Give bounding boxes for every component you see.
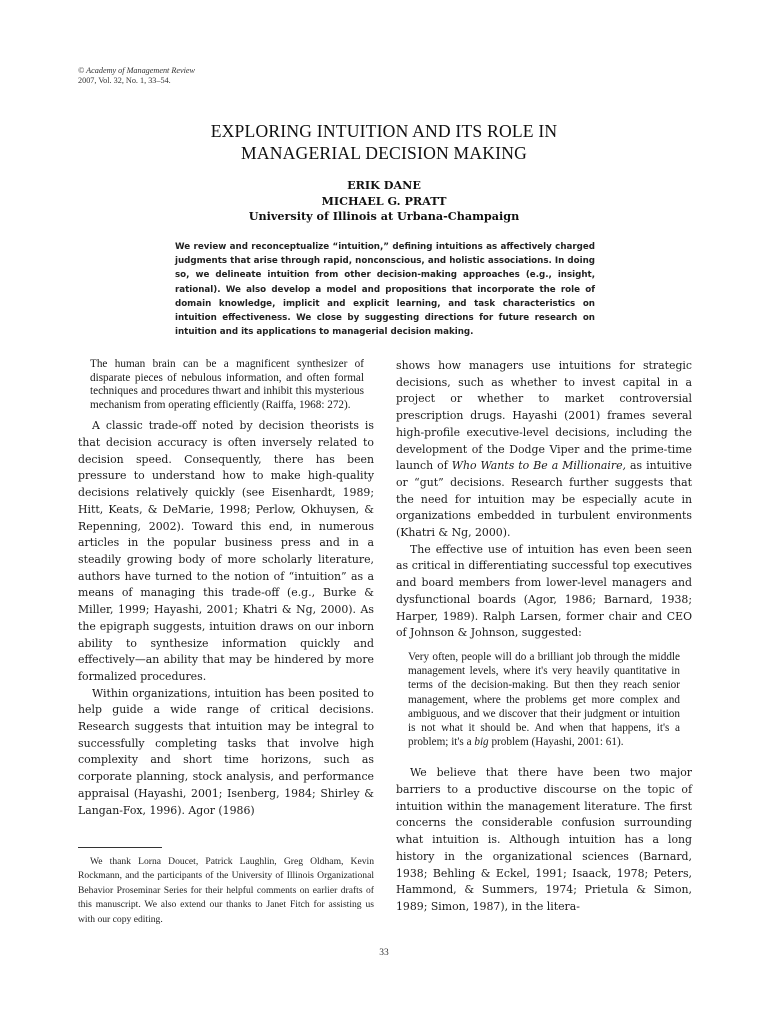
body-paragraph: We believe that there have been two major barriers to a productive discourse on the topic of intuition within the management literature. The first concerns the considerable confusion surrounding what intuition is. Although intuition has a long history in the organizational sciences (Barnard, 1938; Behling & Eckel, 1991; Isaack, 1978; Peters, Hammond, & Summers, 1974; Prietula & Simon, 1989; Simon, 1987), in the litera- bbox=[396, 766, 692, 913]
journal-name: © Academy of Management Review bbox=[78, 66, 196, 75]
paper-title bbox=[0, 120, 768, 164]
author-name: ERIK DANE bbox=[347, 178, 421, 192]
italic-word: big bbox=[474, 736, 489, 749]
text-run: Very often, people will do a brilliant job through the middle management levels, where it's very heavily quantitative in terms of the decision-making. But then they reach senior management, where the problems get more complex and ambiguous, and we discover that their judgment or intuition is not what it should be. And when that happens, it's a problem; it's a bbox=[408, 650, 680, 749]
author-name: MICHAEL G. PRATT bbox=[321, 193, 447, 208]
text-run: shows how managers use intuitions for strategic decisions, such as whether to invest capital in a project or whether to market controversial prescription drugs. Hayashi (2001) frames several high-profile executive-level decisions, including the development of the Dodge Viper and the prime-time launch of bbox=[396, 359, 692, 473]
epigraph: The human brain can be a magnificent synthesizer of disparate pieces of nebulous information, and often formal techniques and procedures thwart and inhibit this mysterious mechanism from operating efficiently (Raiffa, 1968: 272). bbox=[90, 358, 364, 411]
author-block bbox=[0, 178, 768, 225]
page-number: 33 bbox=[379, 948, 389, 958]
body-paragraph: A classic trade-off noted by decision theorists is that decision accuracy is often inversely related to decision speed. Consequently, there has been pressure to understand how to make high-quality decisions relatively quickly (see Eisenhardt, 1989; Hitt, Keats, & DeMarie, 1998; Perlow, Okhuysen, & Repenning, 2002). Toward this end, in numerous articles in the popular business press and in a steadily growing body of more scholarly literature, authors have turned to the notion of “intuition” as a means of managing this trade-off (e.g., Burke & Miller, 1999; Hayashi, 2001; Khatri & Ng, 2000). As the epigraph suggests, intuition draws on our inborn ability to synthesize information quickly and effectively—an ability that may be hindered by more formalized procedures. bbox=[78, 419, 374, 683]
journal-citation bbox=[78, 66, 195, 86]
block-quote bbox=[408, 650, 680, 749]
text-run: problem (Hayashi, 2001: 61). bbox=[488, 736, 624, 749]
journal-issue: 2007, Vol. 32, No. 1, 33–54. bbox=[78, 76, 171, 85]
footnote-divider bbox=[78, 847, 162, 848]
right-column bbox=[396, 358, 692, 916]
body-paragraph: Within organizations, intuition has been posited to help guide a wide range of critical decisions. Research suggests that intuition may be integral to successfully completing tasks that involve high complexity and short time horizons, such as corporate planning, stock analysis, and performance appraisal (Hayashi, 2001; Isenberg, 1984; Shirley & Langan-Fox, 1996). Agor (1986) bbox=[78, 686, 374, 817]
abstract: We review and reconceptualize “intuition,” defining intuitions as affectively charged judgments that arise through rapid, nonconscious, and holistic associations. In doing so, we delineate intuition from other decision-making approaches (e.g., insight, rational). We also develop a model and propositions that incorporate the role of domain knowledge, implicit and explicit learning, and task characteristics on intuition effectiveness. We close by suggesting directions for future research on intuition and its applications to managerial decision making. bbox=[175, 242, 595, 338]
body-paragraph: The effective use of intuition has even been seen as critical in differentiating successful top executives and board members from lower-level managers and dysfunctional boards (Agor, 1986; Barnard, 1938; Harper, 1989). Ralph Larsen, former chair and CEO of Johnson & Johnson, suggested: bbox=[396, 542, 692, 640]
author-affiliation: University of Illinois at Urbana-Champaign bbox=[248, 209, 520, 223]
title-line-2: MANAGERIAL DECISION MAKING bbox=[240, 143, 528, 163]
body-paragraph bbox=[396, 358, 692, 542]
acknowledgment-footnote: We thank Lorna Doucet, Patrick Laughlin, Greg Oldham, Kevin Rockmann, and the participants of the University of Illinois Organizational Behavior Proseminar Series for their helpful comments on earlier drafts of this manuscript. We also extend our thanks to Janet Fitch for assisting us with our copy editing. bbox=[78, 856, 374, 925]
left-column bbox=[78, 358, 374, 819]
title-line-1: EXPLORING INTUITION AND ITS ROLE IN bbox=[210, 121, 558, 141]
italic-title: Who Wants to Be a Millionaire, bbox=[451, 459, 627, 473]
text-run: as intuitive or “gut” decisions. Research further suggests that the need for intuition may be especially acute in organizations embedded in turbulent environments (Khatri & Ng, 2000). bbox=[396, 459, 692, 540]
